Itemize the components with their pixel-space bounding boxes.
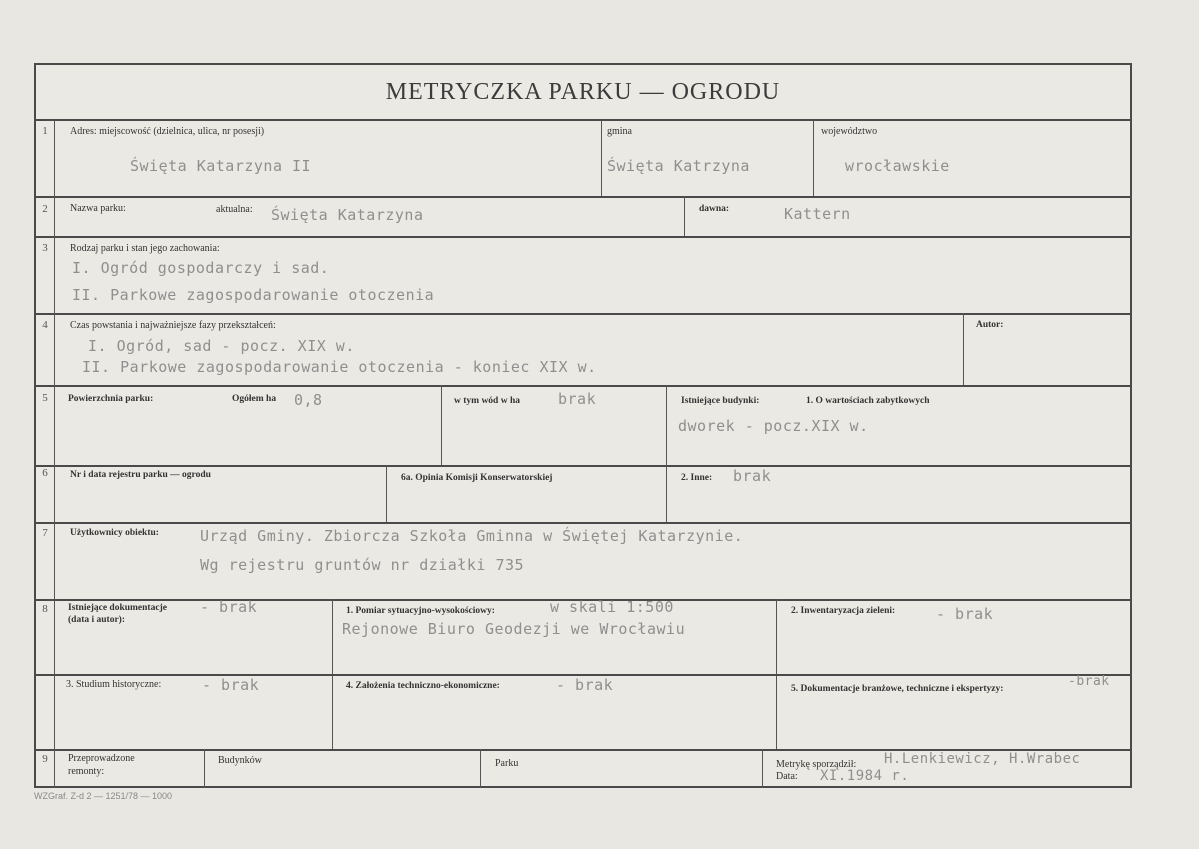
voivodeship-label: województwo [821, 126, 878, 137]
other-buildings-value: brak [733, 467, 772, 485]
total-area-value: 0,8 [294, 391, 323, 409]
cell-divider [762, 749, 763, 788]
historical-study-value: - brak [202, 676, 260, 694]
tech-economic-value: - brak [556, 676, 614, 694]
documentation-label: Istniejące dokumentacje [68, 603, 167, 613]
cell-divider [480, 749, 481, 788]
area-label: Powierzchnia parku: [68, 394, 154, 404]
documentation-label-2: (data i autor): [68, 615, 125, 625]
gmina-label: gmina [607, 126, 632, 137]
survey-label: 1. Pomiar sytuacyjno-wysokościowy: [346, 606, 495, 616]
cell-divider [666, 385, 667, 465]
row-divider [36, 465, 1130, 467]
survey-value: w skali 1:500 [550, 598, 674, 616]
greenery-inventory-label: 2. Inwentaryzacja zieleni: [791, 606, 896, 616]
tech-economic-label: 4. Założenia techniczno-ekonomiczne: [346, 681, 500, 691]
buildings-repairs-label: Budynków [218, 755, 262, 766]
row-number: 3 [42, 242, 48, 254]
former-name-label: dawna: [699, 204, 730, 214]
row-divider [36, 522, 1130, 524]
date-value: XI.1984 r. [820, 768, 910, 784]
park-record-card [34, 63, 1132, 788]
conservation-opinion-label: 6a. Opinia Komisji Konserwatorskiej [401, 473, 553, 483]
cell-divider [813, 120, 814, 196]
cell-divider [601, 120, 602, 196]
repairs-label-2: remonty: [68, 766, 105, 777]
compiled-by-label: Metrykę sporządził: [776, 759, 857, 770]
row-number: 1 [42, 125, 48, 137]
row-divider [36, 385, 1130, 387]
repairs-label: Przeprowadzone [68, 753, 135, 764]
row-number: 2 [42, 203, 48, 215]
row-number: 6 [42, 467, 48, 479]
documentation-value: - brak [200, 598, 258, 616]
row-divider [36, 196, 1130, 198]
current-name-label: aktualna: [216, 204, 253, 215]
branch-docs-value: -brak [1068, 674, 1110, 689]
voivodeship-value: wrocławskie [845, 157, 950, 175]
cell-divider [441, 385, 442, 465]
row-number: 4 [42, 319, 48, 331]
cell-divider [204, 749, 205, 788]
address-label: Adres: miejscowość (dzielnica, ulica, nr posesji) [70, 126, 265, 137]
row-number: 5 [42, 392, 48, 404]
gmina-value: Święta Katrzyna [607, 157, 750, 175]
history-line1: I. Ogród, sad - pocz. XIX w. [88, 337, 355, 355]
park-name-label: Nazwa parku: [70, 203, 126, 214]
cell-divider [386, 465, 387, 522]
users-label: Użytkownicy obiektu: [70, 528, 159, 538]
history-label: Czas powstania i najważniejsze fazy przekształceń: [70, 320, 276, 331]
branch-docs-label: 5. Dokumentacje branżowe, techniczne i ekspertyzy: [791, 684, 1004, 694]
cell-divider [666, 465, 667, 522]
survey-office-value: Rejonowe Biuro Geodezji we Wrocławiu [342, 620, 686, 638]
other-buildings-label: 2. Inne: [681, 473, 713, 483]
park-type-line1: I. Ogród gospodarczy i sad. [72, 259, 330, 277]
park-type-line2: II. Parkowe zagospodarowanie otoczenia [72, 286, 435, 304]
monument-buildings-label: 1. O wartościach zabytkowych [806, 396, 930, 406]
buildings-label: Istniejące budynki: [681, 396, 760, 406]
card-title: METRYCZKA PARKU — OGRODU [36, 65, 1130, 121]
park-type-label: Rodzaj parku i stan jego zachowania: [70, 243, 220, 254]
row-divider [36, 236, 1130, 238]
users-line2: Wg rejestru gruntów nr działki 735 [200, 556, 525, 574]
author-label: Autor: [976, 320, 1004, 330]
cell-divider [684, 196, 685, 236]
registry-label: Nr i data rejestru parku — ogrodu [70, 470, 211, 480]
monument-buildings-value: dworek - pocz.XIX w. [678, 417, 869, 435]
water-area-value: brak [558, 390, 597, 408]
current-name-value: Święta Katarzyna [271, 206, 424, 224]
former-name-value: Kattern [784, 205, 851, 223]
number-column-divider [54, 120, 55, 788]
row-number: 8 [42, 603, 48, 615]
greenery-inventory-value: - brak [936, 605, 994, 623]
date-label: Data: [776, 771, 798, 782]
history-line2: II. Parkowe zagospodarowanie otoczenia - koniec XIX w. [82, 358, 597, 376]
print-footer: WZGraf. Z-d 2 — 1251/78 — 1000 [34, 791, 173, 801]
total-area-label: Ogółem ha [232, 394, 277, 404]
address-value: Święta Katarzyna II [130, 157, 312, 175]
row-divider [36, 313, 1130, 315]
row-number: 7 [42, 527, 48, 539]
historical-study-label: 3. Studium historyczne: [66, 679, 162, 690]
park-repairs-label: Parku [495, 758, 519, 769]
cell-divider [963, 313, 964, 385]
users-line1: Urząd Gminy. Zbiorcza Szkoła Gminna w Świętej Katarzynie. [200, 527, 744, 545]
water-area-label: w tym wód w ha [454, 396, 520, 406]
compiled-by-value: H.Lenkiewicz, H.Wrabec [884, 751, 1081, 767]
row-number: 9 [42, 753, 48, 765]
